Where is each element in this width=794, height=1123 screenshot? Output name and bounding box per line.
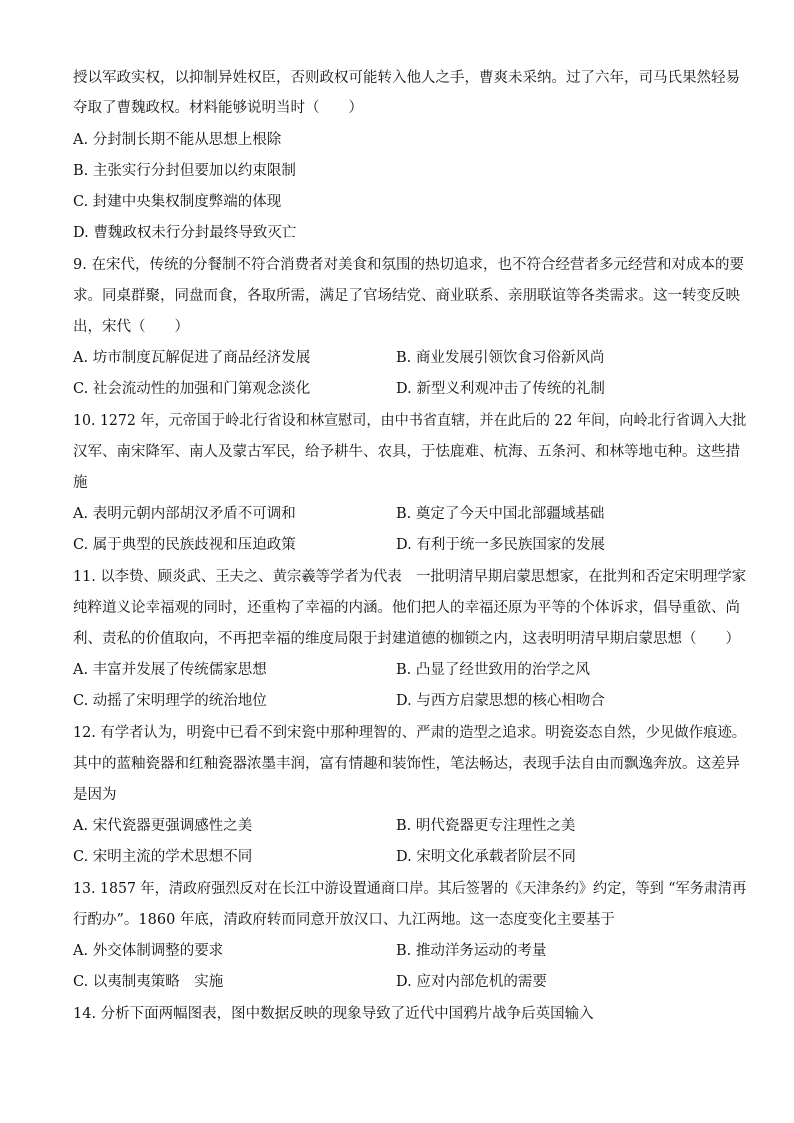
q11-option-d: D. 与西方启蒙思想的核心相吻合 xyxy=(396,693,605,709)
q9-option-c: C. 社会流动性的加强和门第观念淡化 xyxy=(73,381,311,397)
q12-option-c: C. 宋明主流的学术思想不同 xyxy=(73,849,253,865)
q10-option-d: D. 有利于统一多民族国家的发展 xyxy=(396,537,605,553)
q10-stem-line-2: 汉军、南宋降军、南人及蒙古军民，给予耕牛、农具，于怯鹿难、杭海、五条河、和林等地屯种。这些措 xyxy=(73,444,740,460)
q8-option-d: D. 曹魏政权未行分封最终导致灭亡 xyxy=(73,225,297,241)
q9-stem-line-1: 9. 在宋代，传统的分餐制不符合消费者对美食和氛围的热切追求，也不符合经营者多元经营和对成本的要 xyxy=(73,257,744,273)
q12-option-a: A. 宋代瓷器更强调感性之美 xyxy=(73,818,253,834)
q9-option-a: A. 坊市制度瓦解促进了商品经济发展 xyxy=(73,350,311,366)
q10-option-a: A. 表明元朝内部胡汉矛盾不可调和 xyxy=(73,506,296,522)
q12-stem-line-2: 其中的蓝釉瓷器和红釉瓷器浓墨丰润，富有情趣和装饰性，笔法畅达，表现手法自由而飘逸奔放。这差异 xyxy=(73,756,740,772)
q10-stem-line-1: 10. 1272 年，元帝国于岭北行省设和林宣慰司，由中书省直辖，并在此后的 22 年间，向岭北行省调入大批 xyxy=(73,413,747,429)
q8-text-line-2: 夺取了曹魏政权。材料能够说明当时（ ） xyxy=(73,100,363,116)
q11-option-b: B. 凸显了经世致用的治学之风 xyxy=(396,662,590,678)
q10-option-c: C. 属于典型的民族歧视和压迫政策 xyxy=(73,537,296,553)
q9-option-d: D. 新型义利观冲击了传统的礼制 xyxy=(396,381,605,397)
q8-text-line-1: 授以军政实权，以抑制异姓权臣，否则政权可能转入他人之手，曹爽未采纳。过了六年，司马氏果然轻易 xyxy=(73,70,740,86)
q10-stem-line-3: 施 xyxy=(73,475,88,491)
q8-option-a: A. 分封制长期不能从思想上根除 xyxy=(73,132,282,148)
q9-stem-line-2: 求。同桌群聚，同盘而食，各取所需，满足了官场结党、商业联系、亲朋联谊等各类需求。这一转变反映 xyxy=(73,288,740,304)
q13-option-b: B. 推动洋务运动的考量 xyxy=(396,943,547,959)
q11-stem-line-3: 利、责私的价值取向，不再把幸福的维度局限于封建道德的枷锁之内，这表明明清早期启蒙思想（ ） xyxy=(73,631,740,647)
q11-stem-line-2: 纯粹道义论幸福观的同时，还重构了幸福的内涵。他们把人的幸福还原为平等的个体诉求，倡导重欲、尚 xyxy=(73,600,740,616)
q14-stem-line-1: 14. 分析下面两幅图表，图中数据反映的现象导致了近代中国鸦片战争后英国输入 xyxy=(73,1006,594,1022)
q12-option-d: D. 宋明文化承载者阶层不同 xyxy=(396,849,576,865)
q12-stem-line-3: 是因为 xyxy=(73,787,117,803)
q11-option-c: C. 动摇了宋明理学的统治地位 xyxy=(73,693,267,709)
q13-option-c: C. 以夷制夷策略 实施 xyxy=(73,974,224,990)
q12-option-b: B. 明代瓷器更专注理性之美 xyxy=(396,818,576,834)
q13-stem-line-2: 行酌办”。1860 年底，清政府转而同意开放汉口、九江两地。这一态度变化主要基于 xyxy=(73,912,615,928)
q10-option-b: B. 奠定了今天中国北部疆域基础 xyxy=(396,506,605,522)
q12-stem-line-1: 12. 有学者认为，明瓷中已看不到宋瓷中那种理智的、严肃的造型之追求。明瓷姿态自然，少见做作痕迹。 xyxy=(73,725,747,741)
q9-option-b: B. 商业发展引领饮食习俗新风尚 xyxy=(396,350,605,366)
q8-option-b: B. 主张实行分封但要加以约束限制 xyxy=(73,163,296,179)
q9-stem-line-3: 出，宋代（ ） xyxy=(73,319,189,335)
q11-stem-line-1: 11. 以李贽、顾炎武、王夫之、黄宗羲等学者为代表 一批明清早期启蒙思想家，在批判和否定宋明理学家 xyxy=(73,569,747,585)
q8-option-c: C. 封建中央集权制度弊端的体现 xyxy=(73,194,282,210)
q13-stem-line-1: 13. 1857 年，清政府强烈反对在长江中游设置通商口岸。其后签署的《天津条约》约定，等到 “军务肃清再 xyxy=(73,881,747,897)
q11-option-a: A. 丰富并发展了传统儒家思想 xyxy=(73,662,267,678)
q13-option-a: A. 外交体制调整的要求 xyxy=(73,943,224,959)
q13-option-d: D. 应对内部危机的需要 xyxy=(396,974,547,990)
